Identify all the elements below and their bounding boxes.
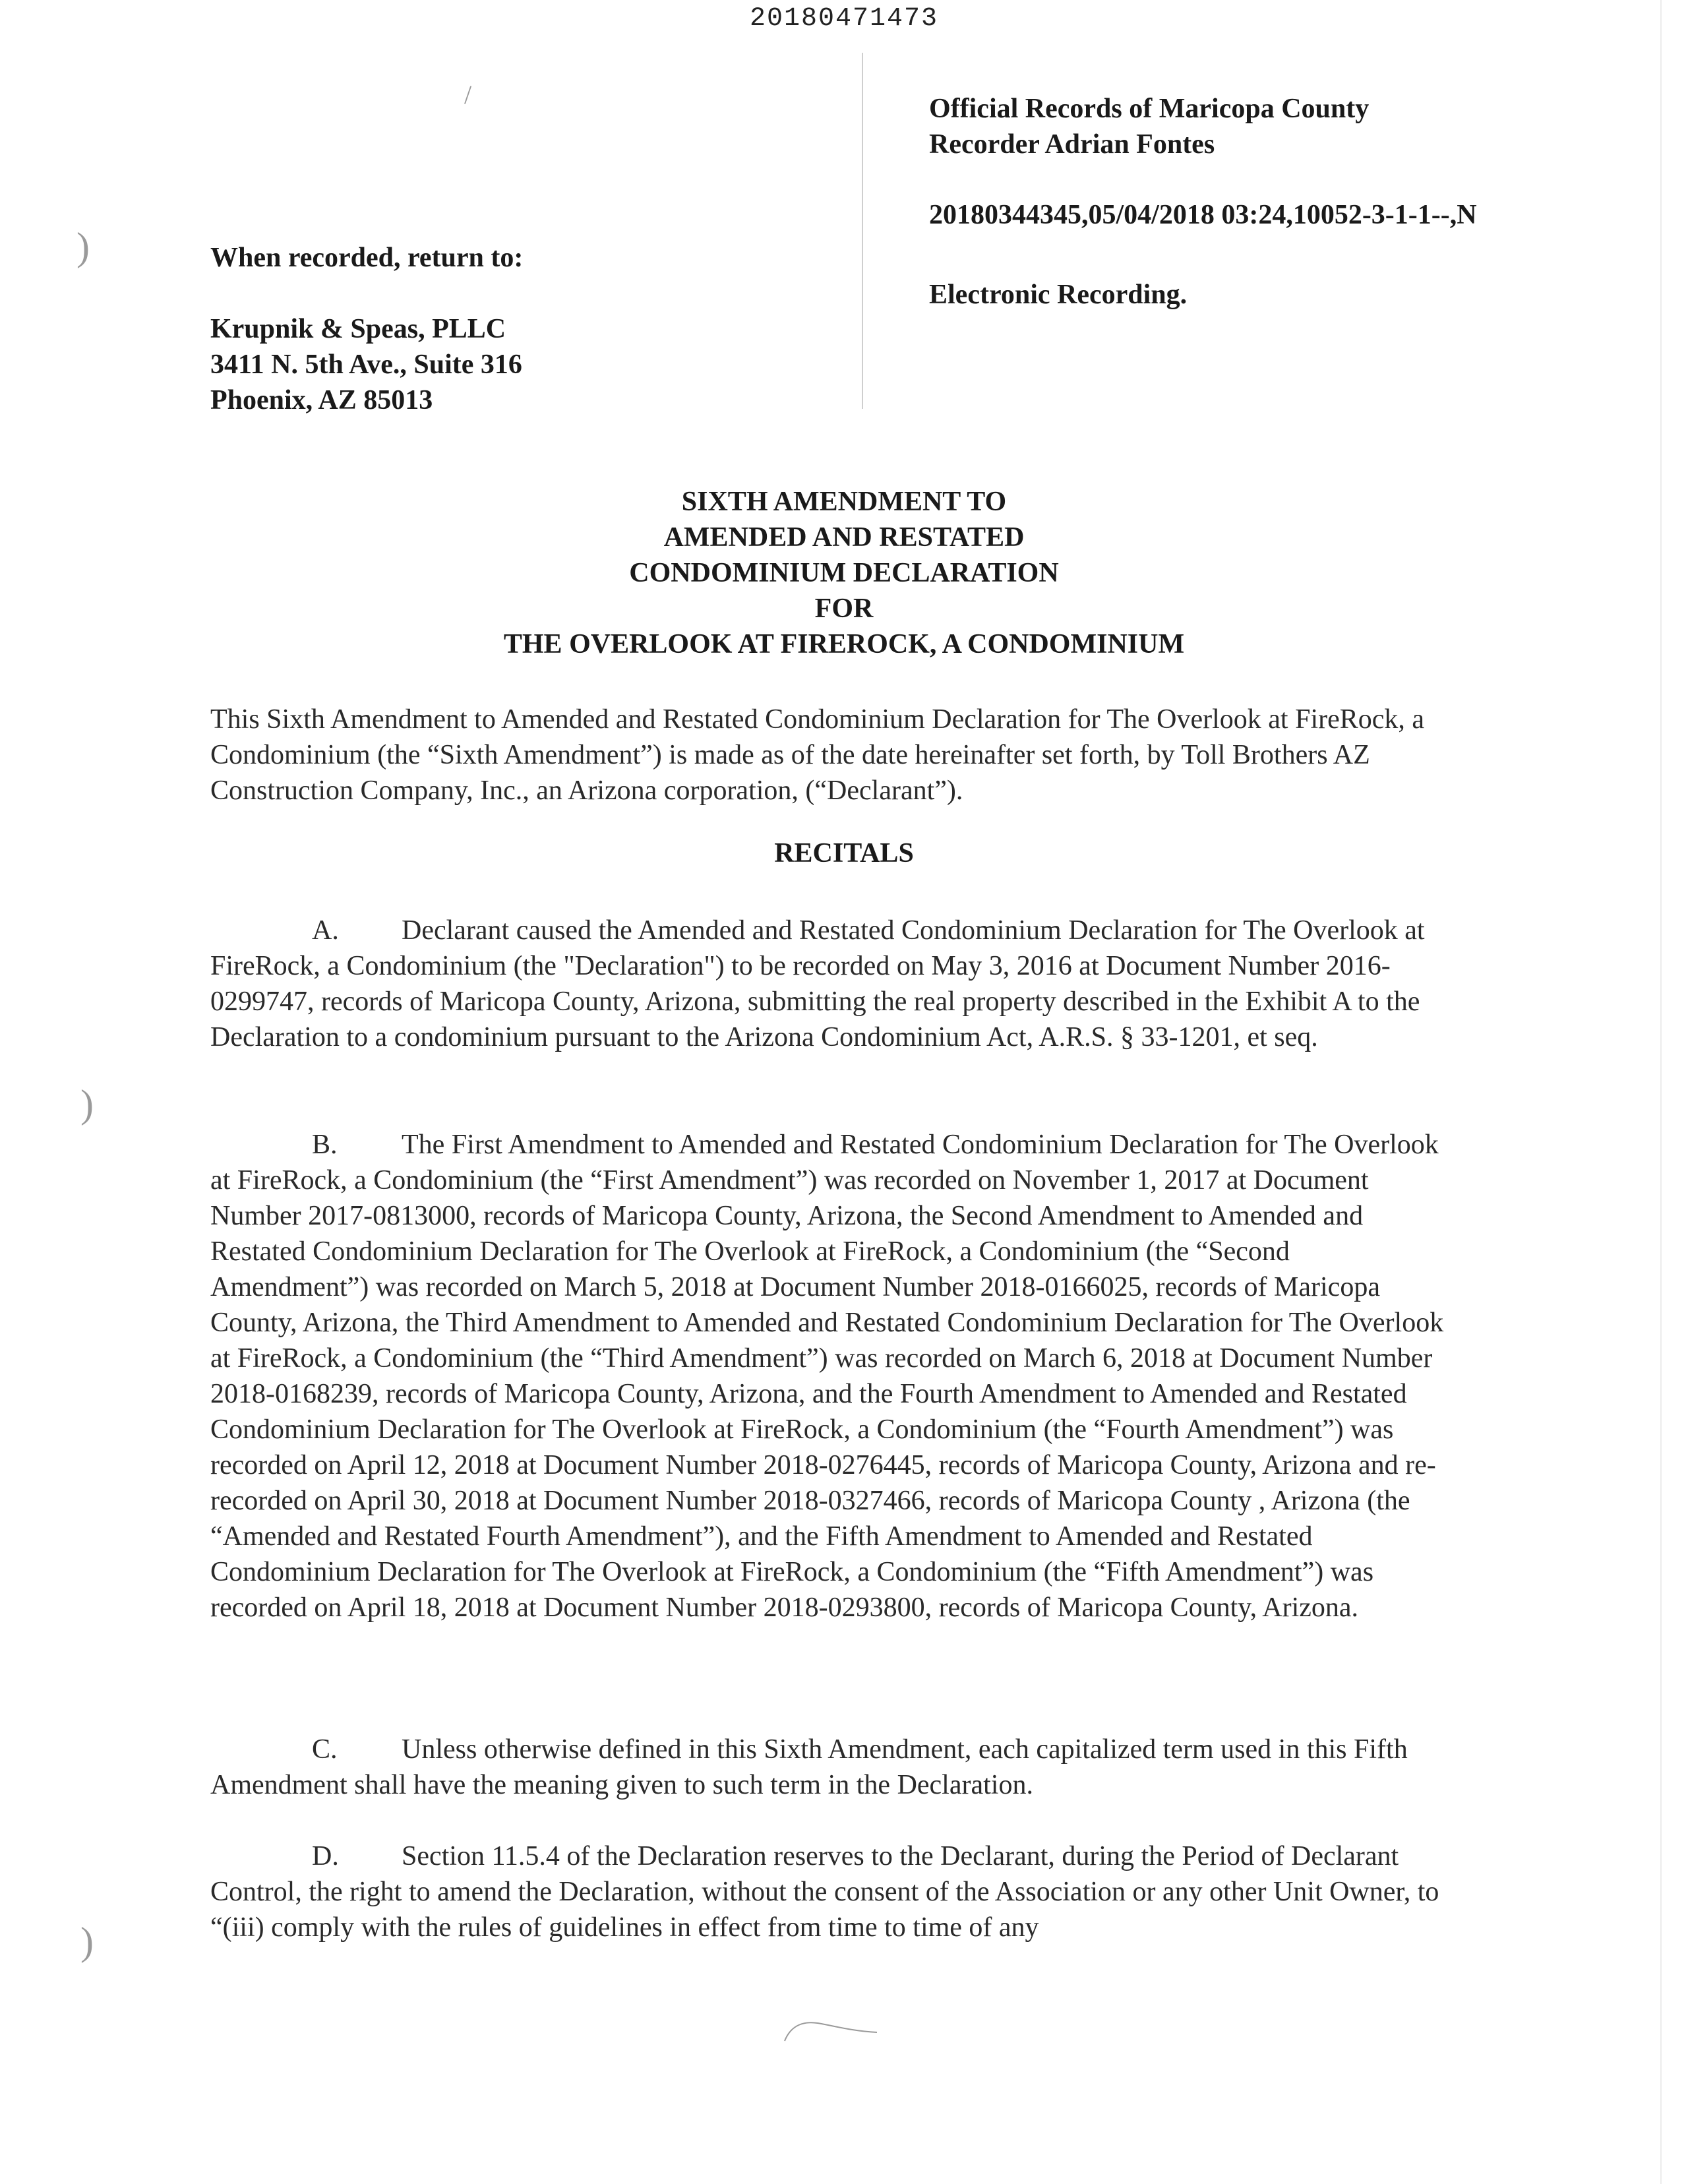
recital-b bbox=[210, 1127, 1450, 1625]
margin-mark: ) bbox=[80, 1082, 94, 1126]
recital-d bbox=[210, 1838, 1450, 1945]
recital-letter: D. bbox=[312, 1841, 339, 1871]
recital-letter: B. bbox=[312, 1130, 338, 1160]
recording-info: 20180344345,05/04/2018 03:24,10052-3-1-1--,N bbox=[929, 200, 1477, 230]
title-line-5: THE OVERLOOK AT FIREROCK, A CONDOMINIUM bbox=[503, 629, 1185, 659]
margin-mark: ) bbox=[76, 225, 90, 268]
margin-mark: ) bbox=[80, 1920, 94, 1963]
recorder-block bbox=[929, 91, 1369, 162]
title-line-1: SIXTH AMENDMENT TO bbox=[681, 487, 1007, 517]
title-line-2: AMENDED AND RESTATED bbox=[663, 522, 1025, 553]
title-line-3: CONDOMINIUM DECLARATION bbox=[629, 558, 1059, 588]
return-to-label: When recorded, return to: bbox=[210, 243, 524, 273]
recital-text: Unless otherwise defined in this Sixth Amendment, each capitalized term used in this Fifth Amendment shall have the meaning given to such term in the Declaration. bbox=[210, 1734, 1408, 1800]
document-title bbox=[0, 484, 1688, 662]
recitals-heading: RECITALS bbox=[774, 838, 914, 868]
recorder-line-2: Recorder Adrian Fontes bbox=[929, 129, 1215, 160]
recital-c bbox=[210, 1732, 1450, 1803]
electronic-recording-label: Electronic Recording. bbox=[929, 280, 1188, 310]
return-to-block bbox=[210, 240, 523, 418]
recital-letter: C. bbox=[312, 1734, 338, 1765]
recital-a bbox=[210, 913, 1450, 1055]
divider-line bbox=[862, 53, 863, 409]
recital-letter: A. bbox=[312, 915, 339, 946]
scan-edge-line bbox=[1660, 0, 1662, 2184]
margin-mark: / bbox=[464, 80, 472, 109]
return-to-address-2: Phoenix, AZ 85013 bbox=[210, 385, 433, 415]
recital-text: Declarant caused the Amended and Restated Condominium Declaration for The Overlook at FireRock, a Condominium (the "Declaration") to be recorded on May 3, 2016 at Document Number 2016-0299747, records of Maricopa County, Arizona, submitting the real property described in the Exhibit A to the Declaration to a condominium pursuant to the Arizona Condominium Act, A.R.S. § 33-1201, et seq. bbox=[210, 915, 1425, 1052]
return-to-address-1: 3411 N. 5th Ave., Suite 316 bbox=[210, 349, 522, 380]
return-to-name: Krupnik & Speas, PLLC bbox=[210, 314, 506, 344]
recording-document-number: 20180471473 bbox=[749, 4, 939, 34]
title-line-4: FOR bbox=[814, 593, 874, 624]
recorder-line-1: Official Records of Maricopa County bbox=[929, 94, 1370, 124]
footer-scribble bbox=[778, 2011, 910, 2051]
recital-text: Section 11.5.4 of the Declaration reserves to the Declarant, during the Period of Declarant Control, the right to amend the Declaration, without the consent of the Association or any other Unit Owner, to “(iii) comply with the rules of guidelines in effect from time to time of any bbox=[210, 1841, 1439, 1943]
recital-text: The First Amendment to Amended and Restated Condominium Declaration for The Overlook at FireRock, a Condominium (the “First Amendment”) was recorded on November 1, 2017 at Document Number 2017-0813000, records of Maricopa County, Arizona, the Second Amendment to Amended and Restated Condominium Declaration for The Overlook at FireRock, a Condominium (the “Second Amendment”) was recorded on March 5, 2018 at Document Number 2018-0166025, records of Maricopa County, Arizona, the Third Amendment to Amended and Restated Condominium Declaration for The Overlook at FireRock, a Condominium (the “Third Amendment”) was recorded on March 6, 2018 at Document Number 2018-0168239, records of Maricopa County, Arizona, and the Fourth Amendment to Amended and Restated Condominium Declaration for The Overlook at FireRock, a Condominium (the “Fourth Amendment”) was recorded on April 12, 2018 at Document Number 2018-0276445, records of Maricopa County, Arizona and re-recorded on April 30, 2018 at Document Number 2018-0327466, records of Maricopa County , Arizona (the “Amended and Restated Fourth Amendment”), and the Fifth Amendment to Amended and Restated Condominium Declaration for The Overlook at FireRock, a Condominium (the “Fifth Amendment”) was recorded on April 18, 2018 at Document Number 2018-0293800, records of Maricopa County, Arizona. bbox=[210, 1130, 1444, 1623]
intro-paragraph: This Sixth Amendment to Amended and Restated Condominium Declaration for The Overlook at FireRock, a Condominium (the “Sixth Amendment”) is made as of the date hereinafter set forth, by Toll Brothers AZ Construction Company, Inc., an Arizona corporation, (“Declarant”). bbox=[210, 704, 1425, 806]
